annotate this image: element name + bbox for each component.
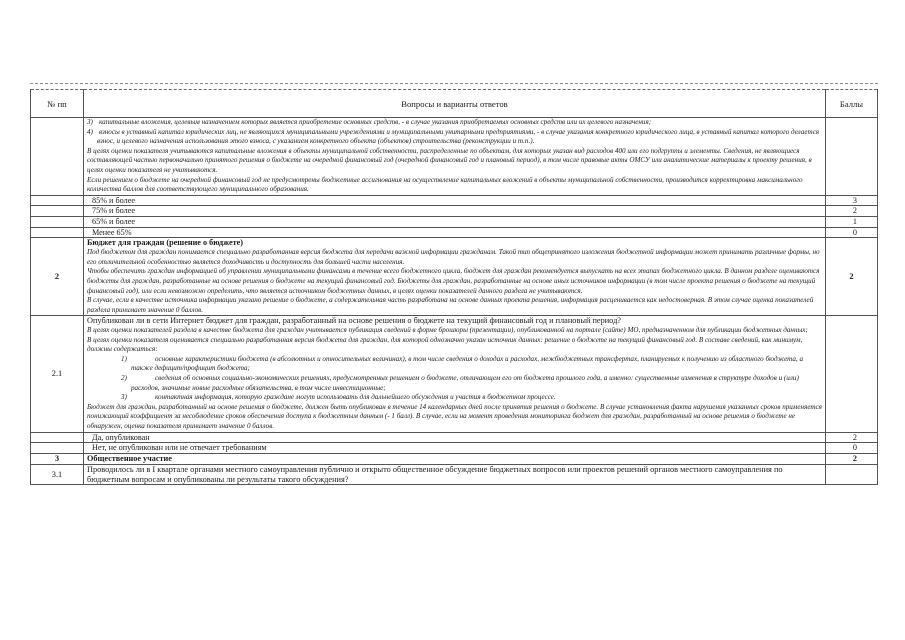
table-row [31, 238, 878, 316]
table-row [31, 464, 878, 485]
table-header-row [31, 90, 878, 118]
section3-score: 2 [826, 453, 878, 464]
table-row [31, 118, 878, 196]
section3-num: 3 [31, 453, 84, 464]
table-row [31, 453, 878, 464]
header-question: Вопросы и варианты ответов [84, 90, 826, 118]
option-row: Да, опубликован 2 [31, 432, 878, 443]
section2-title: Бюджет для граждан (решение о бюджете) [87, 238, 243, 248]
option-row: Менее 65% 0 [31, 227, 878, 238]
section31-question: Проводилось ли в I квартале органами местного самоуправления публично и открыто общественное обсуждение бюджетных вопросов или проектов решений органов местного самоуправления по бюджетным вопросам и опубликованы ли результаты такого обсуждения? [84, 464, 826, 485]
section31-num: 3.1 [31, 464, 84, 485]
option-row: Нет, не опубликован или не отвечает требованиям 0 [31, 443, 878, 454]
header-score: Баллы [826, 90, 878, 118]
criteria-table [30, 89, 878, 485]
section2-text: Бюджет для граждан (решение о бюджете) Под бюджетом для граждан понимается специально разработанная версия бюджета для передачи важной информации гражданам. Такой тип общепринятого изложения бюджетной информации может принимать различные формы, но его отличительной особенностью является доходчивость и доступность для большей части населения. Чтобы обеспечить граждан информацией об управлении муниципальными финансами в течение всего бюджетного цикла, бюджет для граждан рекомендуется выпускать на всех этапах бюджетного цикла. В данном разделе оцениваются бюджеты для граждан, разработанные на основе решения о бюджете на текущий финансовый год. Бюджеты для граждан, разработанные на основе иных источников информации (в том числе проекта решения о бюджете на текущий финансовый год), или если невозможно определить, что является источником бюджетных данных, в целях оценки показателей данного раздела не учитываются. В случае, если в качестве источника информации указано решение о бюджете, а содержательная часть разработана на основе данных проекта решения, информация расценивается как недостоверная. В этом случае оценка показателей раздела принимает значение 0 баллов. [84, 238, 826, 316]
section1-text: 3) капитальные вложения, целевым назначением которых является приобретение основных средств, - в случае указания приобретаемых основных средств или их целевого назначения; 4) взносы в уставный капитал юридических лиц, не являющихся муниципальными учреждениями и муниципальными унитарными предприятиями, - в случае указания конкретного юридического лица, в уставный капитал которого делается взнос, и целевого назначения использования этого взноса, с указанием конкретного объекта (объектов) строительства (реконструкции и т.п.). В целях оценки показателя учитываются капитальные вложения в объекты муниципальной собственности, распределенные по объектам, для которых указан вид расходов 400 или его подгруппы и элементы. Сведения, не являющиеся составляющей частью первоначально принятого решения о бюджете на очередной финансовый год (очередной финансовый год и плановый период), в том числе правовые акты ОМСУ или аналитические материалы к проекту решения, в целях оценки показателя не учитываются. Если решением о бюджете на очередной финансовый год не предусмотрены бюджетные ассигнования на осуществление капитальных вложений в объекты муниципальной собственности, производится корректировка максимального количества баллов для соответствующего муниципального образования. [84, 118, 826, 196]
option-row: 75% и более 2 [31, 206, 878, 217]
section2-num: 2 [31, 238, 84, 316]
section21-text: Опубликован ли в сети Интернет бюджет для граждан, разработанный на основе решения о бюджете на текущий финансовый год и плановый период? В целях оценки показателей раздела в качестве бюджета для граждан учитывается публикация сведений в форме брошюры (презентации), опубликованной на портале (сайте) МО, предназначенном для публикации бюджетных данных; В целях оценки показателя оценивается специально разработанная версия бюджета для граждан, для которой однозначно указан источник данных: решение о бюджете на текущий финансовый год. В составе сведений, как минимум, должны содержаться: 1) основные характеристики бюджета (в абсолютных и относительных величинах), в том числе сведения о доходах и расходах, межбюджетных трансфертах, планируемых к получению из областного бюджета, а также дефицит/профицит бюджета; 2) сведения об основных социально-экономических решениях, предусмотренных решением о бюджете, отличающем его от бюджета прошлого года, а именно: существенные изменения в структуре доходов и (или) расходов, значимые новые расходные обязательства, в том числе инвестиционные; 3) контактная информация, которую граждане могут использовать для дальнейшего обсуждения и участия в бюджетном процессе. Бюджет для граждан, разработанный на основе решения о бюджете, должен быть опубликован в течение 14 календарных дней после принятия решения о бюджете. В случае установления факта нарушения указанных сроков применяется понижающий коэффициент за несоблюдение сроков обеспечения доступа к бюджетным данным (- 1 балл). В случае, если на момент проведения мониторинга бюджет для граждан, разработанный на основе решения о бюджете не обнаружен, оценка показателя принимает значение 0 баллов. [84, 316, 826, 432]
section3-title: Общественное участие [84, 453, 826, 464]
section21-num: 2.1 [31, 316, 84, 432]
section2-score: 2 [826, 238, 878, 316]
top-divider [30, 83, 878, 84]
option-row: 65% и более 1 [31, 216, 878, 227]
option-row: 85% и более 3 [31, 195, 878, 206]
header-num: № пп [31, 90, 84, 118]
table-row [31, 316, 878, 432]
section21-question: Опубликован ли в сети Интернет бюджет для граждан, разработанный на основе решения о бюджете на текущий финансовый год и плановый период? [87, 316, 621, 326]
